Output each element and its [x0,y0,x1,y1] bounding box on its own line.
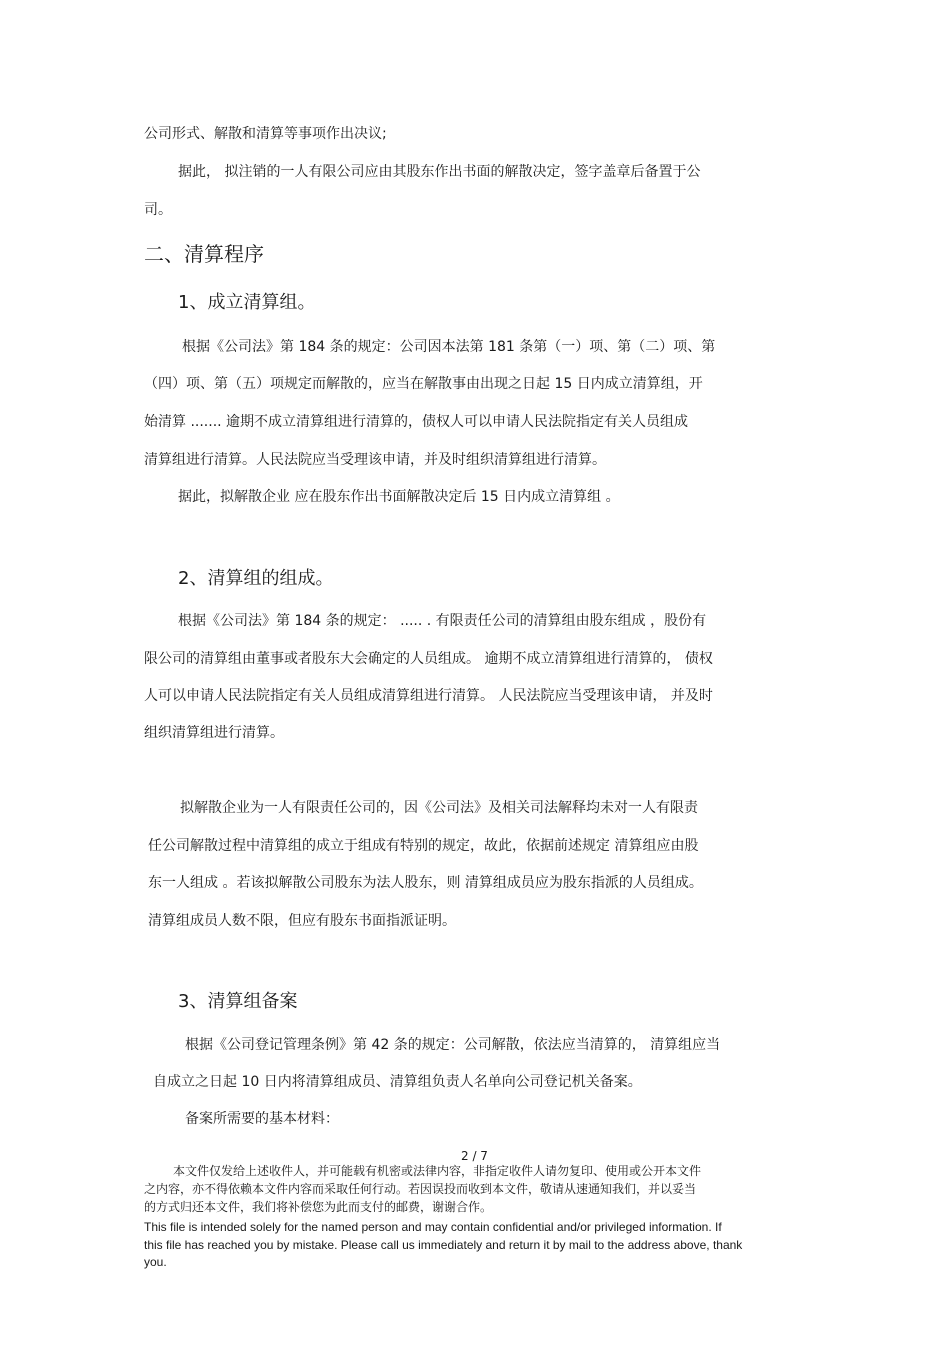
subsection-heading: 2、清算组的组成。 [178,568,334,589]
body-text-line: 东一人组成 。若该拟解散公司股东为法人股东，则 清算组成员应为股东指派的人员组成。 [148,875,703,891]
footer-notice-line: 之内容，亦不得依赖本文件内容而采取任何行动。若因误投而收到本文件，敬请从速通知我们，并以妥当 [144,1182,697,1196]
body-text-line: 始清算 ....... 逾期不成立清算组进行清算的，债权人可以申请人民法院指定有关人员组成 [144,414,689,430]
footer-notice-line: 本文件仅发给上述收件人，并可能载有机密或法律内容，非指定收件人请勿复印、使用或公开本文件 [173,1164,702,1178]
body-text-line: 根据《公司法》第 184 条的规定：公司因本法第 181 条第（一）项、第（二）项、第 [182,339,716,355]
body-text-line: 清算组成员人数不限，但应有股东书面指派证明。 [148,913,456,929]
body-text-line: 根据《公司法》第 184 条的规定： ..... . 有限责任公司的清算组由股东组成 ，股份有 [178,613,707,629]
body-text-line: 据此，拟解散企业 应在股东作出书面解散决定后 15 日内成立清算组 。 [178,489,620,505]
body-text-line: 司。 [144,202,172,218]
body-text-line: 清算组进行清算。人民法院应当受理该申请，并及时组织清算组进行清算。 [144,452,606,468]
body-text-line: 组织清算组进行清算。 [144,725,284,741]
section-heading: 二、清算程序 [144,242,264,266]
body-text-line: 备案所需要的基本材料： [185,1111,339,1127]
body-text-line: 根据《公司登记管理条例》第 42 条的规定：公司解散，依法应当清算的， 清算组应当 [185,1037,721,1053]
footer-notice-en-line: This file is intended solely for the named person and may contain confidential and/or privileged information. If [144,1220,722,1234]
subsection-heading: 1、成立清算组。 [178,292,316,313]
body-text-line: 拟解散企业为一人有限责任公司的，因《公司法》及相关司法解释均未对一人有限责 [180,800,698,816]
subsection-heading: 3、清算组备案 [178,991,298,1012]
body-text-line: 人可以申请人民法院指定有关人员组成清算组进行清算。 人民法院应当受理该申请， 并及时 [144,688,713,704]
body-text-line: 公司形式、解散和清算等事项作出决议; [144,126,387,142]
page-number: 2 / 7 [461,1149,488,1163]
body-text-line: （四）项、第（五）项规定而解散的，应当在解散事由出现之日起 15 日内成立清算组，开 [144,376,703,392]
footer-notice-en-line: this file has reached you by mistake. Please call us immediately and return it by mail to the address above, thank [144,1238,743,1252]
body-text-line: 限公司的清算组由董事或者股东大会确定的人员组成。 逾期不成立清算组进行清算的， 债权 [144,651,713,667]
body-text-line: 任公司解散过程中清算组的成立于组成有特别的规定，故此，依据前述规定 清算组应由股 [148,838,699,854]
body-text-line: 据此， 拟注销的一人有限公司应由其股东作出书面的解散决定，签字盖章后备置于公 [178,164,701,180]
body-text-line: 自成立之日起 10 日内将清算组成员、清算组负责人名单向公司登记机关备案。 [153,1074,642,1090]
footer-notice-en-line: you. [144,1255,167,1269]
footer-notice-line: 的方式归还本文件，我们将补偿您为此而支付的邮费，谢谢合作。 [144,1200,493,1214]
